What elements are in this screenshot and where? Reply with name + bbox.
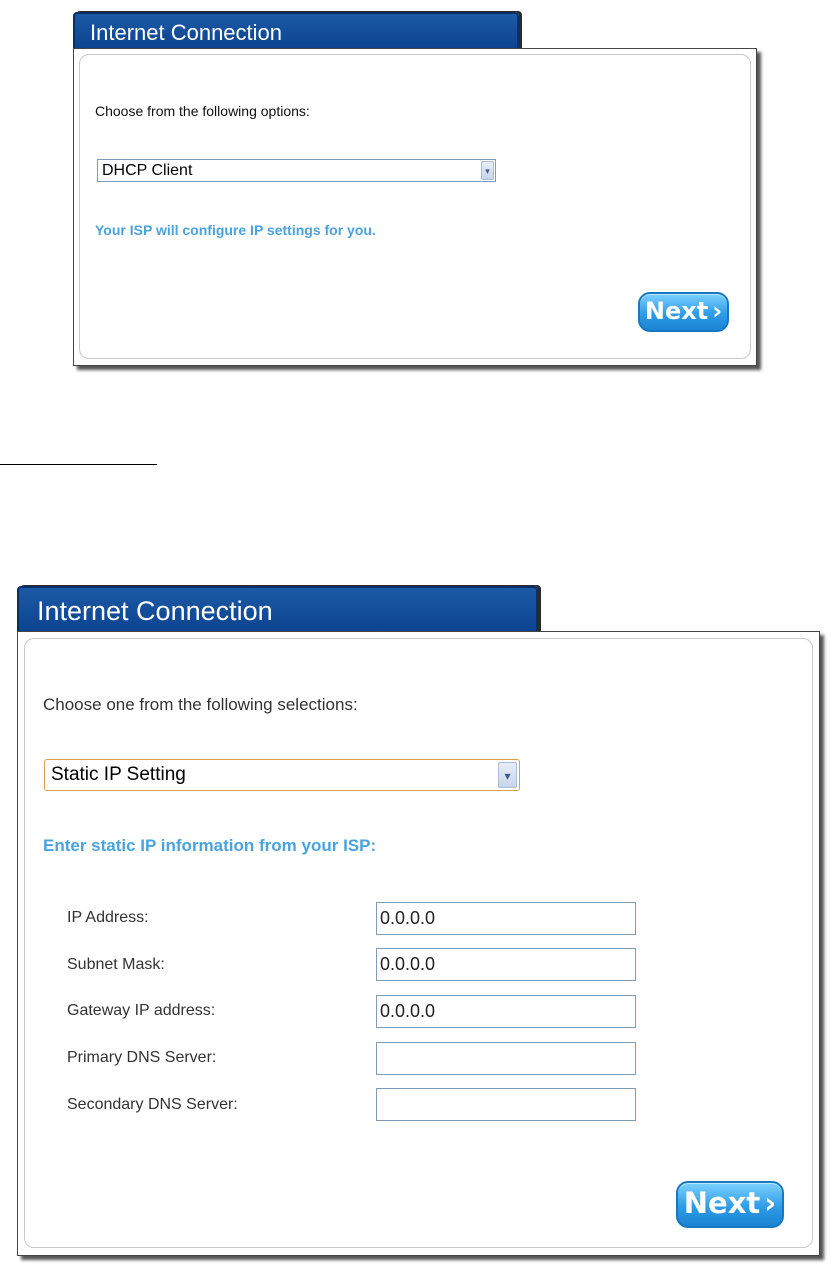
- connection-type-select[interactable]: [97, 159, 496, 182]
- static-ip-panel: [17, 586, 825, 1266]
- gateway-ip-label: Gateway IP address:: [67, 1002, 216, 1019]
- divider-line: [0, 464, 157, 465]
- chevron-right-icon: ›: [712, 297, 723, 325]
- chevron-right-icon: ›: [764, 1186, 777, 1220]
- gateway-ip-input[interactable]: 0.0.0.0: [376, 995, 636, 1028]
- select-value: DHCP Client: [102, 162, 193, 179]
- panel-title-bar: [17, 586, 538, 634]
- next-button[interactable]: [676, 1181, 784, 1228]
- select-value: Static IP Setting: [51, 764, 186, 785]
- subnet-mask-label: Subnet Mask:: [67, 956, 165, 973]
- primary-dns-label: Primary DNS Server:: [67, 1049, 217, 1066]
- secondary-dns-label: Secondary DNS Server:: [67, 1096, 238, 1113]
- dhcp-panel: [73, 12, 763, 372]
- panel-title: Internet Connection: [90, 20, 283, 45]
- choose-prompt: Choose from the following options:: [95, 103, 310, 119]
- subnet-mask-input[interactable]: 0.0.0.0: [376, 948, 636, 981]
- next-label: Next: [644, 297, 709, 325]
- panel-title: Internet Connection: [37, 596, 273, 626]
- chevron-down-icon[interactable]: ▾: [481, 161, 494, 180]
- connection-type-select[interactable]: [44, 759, 520, 791]
- section-heading: Enter static IP information from your ISP:: [43, 836, 377, 855]
- panel-frame: [17, 631, 820, 1256]
- secondary-dns-input[interactable]: [376, 1088, 636, 1121]
- panel-body: [24, 638, 813, 1248]
- info-text: Your ISP will configure IP settings for you.: [95, 222, 376, 238]
- ip-address-label: IP Address:: [67, 909, 149, 926]
- chevron-down-icon[interactable]: ▾: [498, 762, 517, 788]
- choose-prompt: Choose one from the following selections:: [43, 695, 358, 714]
- ip-address-input[interactable]: 0.0.0.0: [376, 902, 636, 935]
- primary-dns-input[interactable]: [376, 1042, 636, 1075]
- next-label: Next: [683, 1186, 761, 1220]
- panel-title-bar: [73, 12, 519, 50]
- next-button[interactable]: [638, 292, 729, 332]
